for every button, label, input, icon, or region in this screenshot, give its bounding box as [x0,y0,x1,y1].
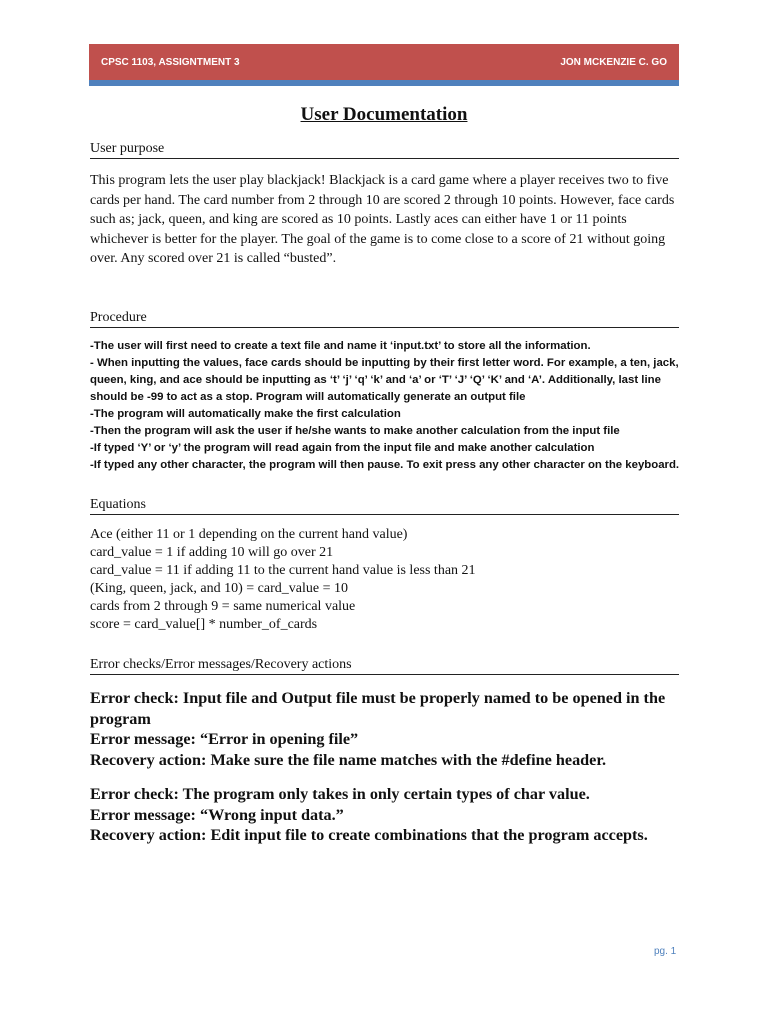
procedure-list [90,338,682,474]
equation-line: card_value = 1 if adding 10 will go over 21 [90,545,334,560]
user-purpose-heading: User purpose [90,140,679,159]
recovery-action-text: Recovery action: Edit input file to create combinations that the program accepts. [90,826,648,844]
procedure-item: -Then the program will ask the user if he/she wants to make another calculation from the input file [90,425,620,437]
procedure-item: -The program will automatically make the first calculation [90,408,401,420]
procedure-heading: Procedure [90,309,679,328]
header-author-name: JON MCKENZIE C. GO [560,56,667,68]
procedure-item: -If typed any other character, the program will then pause. To exit press any other character on the keyboard. [90,459,680,471]
error-check-text: Error check: The program only takes in only certain types of char value. [90,785,590,803]
user-purpose-paragraph: This program lets the user play blackjack! Blackjack is a card game where a player receives two to five cards per hand. The card number from 2 through 10 are scored 2 through 10 points. However, face cards such as; jack, queen, and king are scored as 10 points. Lastly aces can either have 1 or 11 points whichever is better for the player. The goal of the game is to come close to a score of 21 without going over. Any scored over 21 is called “busted”. [90,173,675,266]
recovery-action-text: Recovery action: Make sure the file name matches with the #define header. [90,750,607,769]
error-block-input [90,784,682,846]
equation-line: card_value = 11 if adding 11 to the current hand value is less than 21 [90,563,476,578]
procedure-item: - When inputting the values, face cards should be inputting by their first letter word. For example, a ten, jack, queen, king, and ace should be inputting as ‘t’ ‘j’ ‘q’ ‘k’ and ‘a’ or ‘T’ ‘J’ ‘Q’ ‘K’ and ‘A’. Additionally, last line should be -99 to act as a stop. Program will automatically generate an output file [90,357,679,403]
error-message-text: Error message: “Error in opening file” [90,730,359,748]
equation-line: Ace (either 11 or 1 depending on the current hand value) [90,527,408,542]
equation-line: cards from 2 through 9 = same numerical value [90,599,356,614]
equation-line: (King, queen, jack, and 10) = card_value = 10 [90,581,348,596]
header-accent-stripe [89,80,679,86]
header-course-title: CPSC 1103, ASSIGNTMENT 3 [101,56,240,68]
page-number: pg. 1 [654,946,677,957]
page-header [89,44,679,80]
procedure-item: -If typed ‘Y’ or ‘y’ the program will read again from the input file and make another calculation [90,442,595,454]
equations-list [90,526,682,634]
error-message-text: Error message: “Wrong input data.” [90,805,344,824]
procedure-item: -The user will first need to create a text file and name it ‘input.txt’ to store all the information. [90,340,591,352]
document-title: User Documentation [300,104,468,125]
equations-heading: Equations [90,496,679,515]
error-block-file [90,688,682,770]
error-checks-heading: Error checks/Error messages/Recovery actions [90,656,679,675]
error-check-text: Error check: Input file and Output file must be properly named to be opened in the program [90,689,666,728]
equation-line: score = card_value[] * number_of_cards [90,617,318,632]
